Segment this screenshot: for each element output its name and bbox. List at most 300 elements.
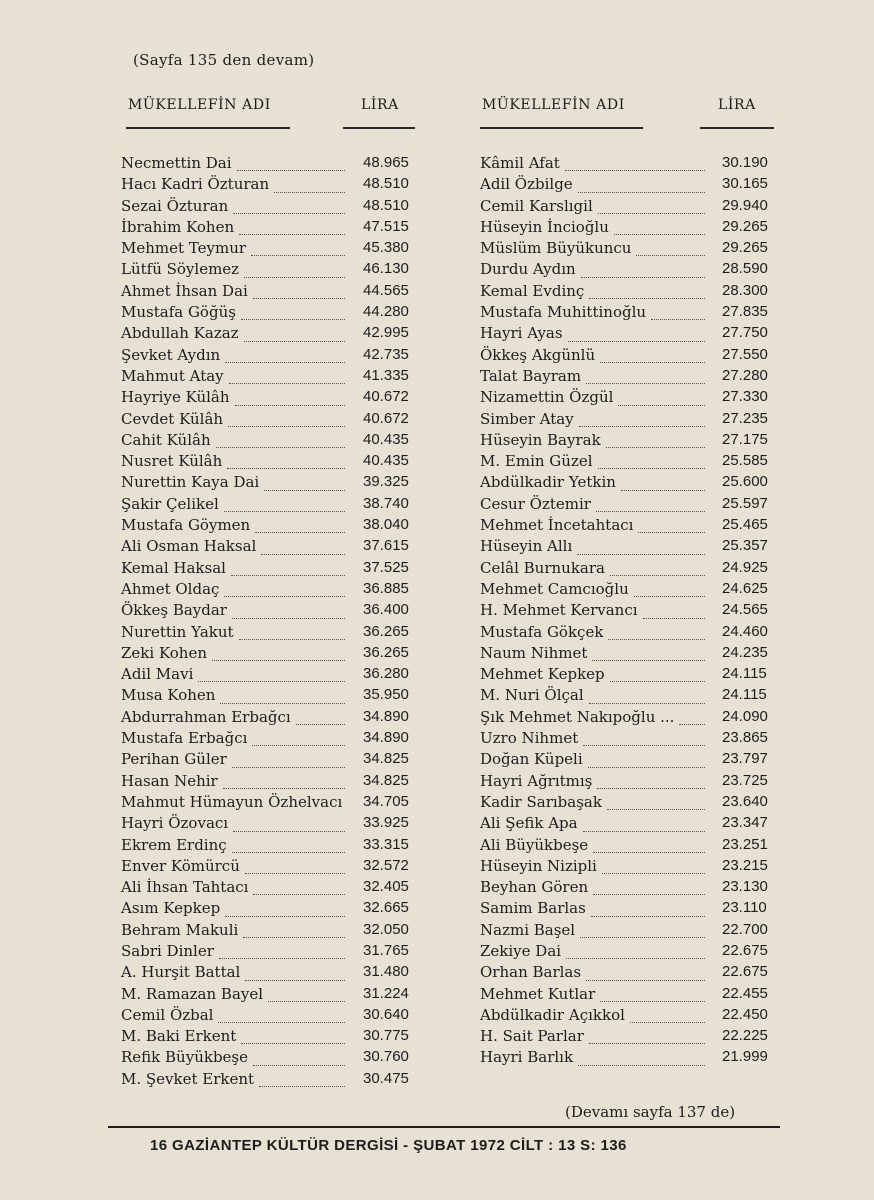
- amount-value: 22.450: [722, 1005, 768, 1023]
- footer-text: 16 GAZİANTEP KÜLTÜR DERGİSİ - ŞUBAT 1972 CİLT : 13 S: 136: [150, 1137, 627, 1154]
- list-item: [121, 623, 353, 644]
- list-item: [121, 367, 353, 388]
- left-column: [121, 154, 353, 1091]
- dot-leader: [630, 1022, 705, 1023]
- list-item: [121, 1027, 353, 1048]
- list-item: [121, 260, 353, 281]
- dot-leader: [198, 681, 345, 682]
- header-note: (Sayfa 135 den devam): [133, 51, 315, 69]
- dot-leader: [581, 277, 705, 278]
- taxpayer-name: Lütfü Söylemez: [121, 260, 240, 279]
- amount-value: 40.672: [363, 388, 409, 406]
- amount-value: 34.825: [363, 750, 409, 768]
- dot-leader: [228, 426, 345, 427]
- taxpayer-name: Mahmut Hümayun Özhelvacı: [121, 792, 343, 811]
- taxpayer-name: Mehmet Kutlar: [480, 984, 596, 1003]
- dot-leader: [580, 937, 705, 938]
- amount-value: 28.590: [722, 260, 768, 278]
- taxpayer-name: Nurettin Yakut: [121, 622, 234, 641]
- dot-leader: [261, 554, 345, 555]
- dot-leader: [606, 447, 705, 448]
- taxpayer-name: Ali Büyükbeşe: [480, 835, 589, 854]
- amount-value: 48.510: [363, 196, 409, 214]
- dot-leader: [586, 980, 705, 981]
- taxpayer-name: Abdülkadir Açıkkol: [480, 1005, 625, 1024]
- dot-leader: [566, 958, 705, 959]
- taxpayer-name: Hayriye Külâh: [121, 388, 230, 407]
- taxpayer-name: Şakir Çelikel: [121, 494, 219, 513]
- dot-leader: [241, 1043, 345, 1044]
- list-item: [121, 793, 353, 814]
- taxpayer-name: Adil Özbilge: [480, 175, 573, 194]
- dot-leader: [255, 532, 345, 533]
- taxpayer-name: Perihan Güler: [121, 750, 227, 769]
- dot-leader: [231, 575, 345, 576]
- amount-value: 21.999: [722, 1048, 768, 1066]
- amount-value: 33.315: [363, 835, 409, 853]
- list-item: [121, 516, 353, 537]
- dot-leader: [586, 383, 705, 384]
- amount-value: 44.280: [363, 303, 409, 321]
- taxpayer-name: Hüseyin Nizipli: [480, 856, 597, 875]
- list-item: [121, 175, 353, 196]
- taxpayer-name: Hayri Ayas: [480, 324, 563, 343]
- footer-rule: [108, 1126, 780, 1128]
- amount-value: 37.525: [363, 558, 409, 576]
- taxpayer-name: Mehmet İncetahtacı: [480, 516, 634, 535]
- amount-value: 36.280: [363, 665, 409, 683]
- taxpayer-name: Uzro Nihmet: [480, 729, 579, 748]
- taxpayer-name: M. Emin Güzel: [480, 452, 593, 471]
- amount-value: 23.130: [722, 878, 768, 896]
- list-item: [480, 218, 713, 239]
- list-item: [480, 452, 713, 473]
- taxpayer-name: Necmettin Dai: [121, 154, 232, 172]
- amount-value: 30.760: [363, 1048, 409, 1066]
- taxpayer-name: Orhan Barlas: [480, 963, 582, 982]
- dot-leader: [610, 681, 705, 682]
- dot-leader: [252, 745, 345, 746]
- list-item: [480, 303, 713, 324]
- amount-value: 39.325: [363, 473, 409, 491]
- list-item: [121, 1070, 353, 1091]
- list-item: [480, 793, 713, 814]
- taxpayer-name: Şevket Aydın: [121, 345, 221, 364]
- dot-leader: [224, 511, 345, 512]
- taxpayer-name: Kemal Evdinç: [480, 281, 585, 300]
- taxpayer-name: Sezai Özturan: [121, 196, 229, 215]
- amount-value: 30.475: [363, 1069, 409, 1087]
- amount-value: 31.224: [363, 984, 409, 1002]
- dot-leader: [568, 341, 705, 342]
- amount-value: 48.510: [363, 175, 409, 193]
- list-item: [121, 218, 353, 239]
- taxpayer-name: Mehmet Camcıoğlu: [480, 579, 629, 598]
- dot-leader: [296, 724, 345, 725]
- taxpayer-name: Nazmi Başel: [480, 920, 576, 939]
- amount-value: 24.925: [722, 558, 768, 576]
- amount-value: 24.115: [722, 665, 767, 683]
- amount-value: 38.740: [363, 494, 409, 512]
- dot-leader: [235, 405, 345, 406]
- amount-value: 25.465: [722, 516, 768, 534]
- amount-value: 37.615: [363, 537, 409, 555]
- taxpayer-name: Mustafa Muhittinoğlu: [480, 303, 647, 322]
- list-item: [121, 580, 353, 601]
- list-item: [121, 495, 353, 516]
- list-item: [121, 814, 353, 835]
- list-item: [480, 878, 713, 899]
- dot-leader: [245, 980, 345, 981]
- taxpayer-name: Mustafa Göğüş: [121, 303, 236, 322]
- amount-value: 30.640: [363, 1005, 409, 1023]
- taxpayer-name: A. Hurşit Battal: [121, 963, 241, 982]
- dot-leader: [589, 703, 705, 704]
- list-item: [480, 197, 713, 218]
- amount-value: 23.865: [722, 729, 768, 747]
- amount-value: 45.380: [363, 239, 409, 257]
- right-amounts: [722, 154, 792, 1070]
- taxpayer-name: Ahmet İhsan Dai: [121, 281, 248, 300]
- amount-value: 40.435: [363, 430, 409, 448]
- amount-value: 22.455: [722, 984, 768, 1002]
- amount-value: 31.765: [363, 941, 409, 959]
- dot-leader: [245, 873, 345, 874]
- list-item: [480, 942, 713, 963]
- amount-value: 23.251: [722, 835, 768, 853]
- list-item: [480, 175, 713, 196]
- amount-value: 31.480: [363, 963, 409, 981]
- amount-value: 23.725: [722, 771, 768, 789]
- taxpayer-name: Mustafa Erbağcı: [121, 729, 248, 748]
- list-item: [121, 197, 353, 218]
- list-item: [121, 303, 353, 324]
- list-item: [480, 750, 713, 771]
- list-item: [480, 644, 713, 665]
- taxpayer-name: Celâl Burnukara: [480, 558, 605, 577]
- list-item: [480, 985, 713, 1006]
- amount-value: 27.750: [722, 324, 768, 342]
- dot-leader: [253, 1065, 345, 1066]
- dot-leader: [589, 1043, 705, 1044]
- left-name-header: MÜKELLEFİN ADI: [128, 97, 271, 113]
- list-item: [480, 537, 713, 558]
- taxpayer-name: Zeki Kohen: [121, 643, 207, 662]
- dot-leader: [232, 618, 345, 619]
- amount-value: 41.335: [363, 366, 409, 384]
- taxpayer-name: Cevdet Külâh: [121, 409, 224, 428]
- list-item: [480, 708, 713, 729]
- list-item: [480, 473, 713, 494]
- dot-leader: [583, 831, 705, 832]
- dot-leader: [621, 490, 705, 491]
- list-item: [121, 899, 353, 920]
- dot-leader: [218, 1022, 345, 1023]
- amount-value: 36.885: [363, 579, 409, 597]
- right-column: [480, 154, 713, 1070]
- list-item: [480, 495, 713, 516]
- taxpayer-name: Cemil Özbal: [121, 1005, 214, 1024]
- dot-leader: [251, 255, 345, 256]
- dot-leader: [223, 788, 345, 789]
- dot-leader: [583, 745, 705, 746]
- dot-leader: [600, 362, 705, 363]
- dot-leader: [610, 575, 705, 576]
- list-item: [480, 431, 713, 452]
- dot-leader: [614, 234, 705, 235]
- taxpayer-name: Naum Nihmet: [480, 643, 588, 662]
- list-item: [121, 324, 353, 345]
- taxpayer-name: Behram Makuli: [121, 920, 239, 939]
- taxpayer-name: M. Baki Erkent: [121, 1027, 237, 1046]
- amount-value: 32.405: [363, 878, 409, 896]
- amount-value: 36.400: [363, 601, 409, 619]
- taxpayer-name: Hacı Kadri Özturan: [121, 175, 270, 194]
- list-item: [121, 431, 353, 452]
- taxpayer-name: Musa Kohen: [121, 686, 216, 705]
- amount-value: 23.640: [722, 792, 768, 810]
- amount-value: 27.550: [722, 345, 768, 363]
- list-item: [480, 601, 713, 622]
- amount-value: 32.572: [363, 856, 409, 874]
- taxpayer-name: Ekrem Erdinç: [121, 835, 227, 854]
- dot-leader: [220, 703, 345, 704]
- amount-value: 24.115: [722, 686, 767, 704]
- dot-leader: [591, 916, 705, 917]
- taxpayer-name: Ali İhsan Tahtacı: [121, 878, 249, 897]
- list-item: [480, 154, 713, 175]
- dot-leader: [634, 596, 705, 597]
- amount-value: 30.190: [722, 154, 768, 171]
- list-item: [121, 452, 353, 473]
- taxpayer-name: Abdurrahman Erbağcı: [121, 707, 291, 726]
- list-item: [121, 388, 353, 409]
- list-item: [121, 346, 353, 367]
- taxpayer-name: Mahmut Atay: [121, 366, 224, 385]
- taxpayer-name: Sabri Dinler: [121, 941, 214, 960]
- amount-value: 29.265: [722, 239, 768, 257]
- amount-value: 25.357: [722, 537, 768, 555]
- amount-value: 22.675: [722, 963, 768, 981]
- dot-leader: [579, 426, 705, 427]
- taxpayer-name: Nurettin Kaya Dai: [121, 473, 260, 492]
- list-item: [121, 921, 353, 942]
- list-item: [121, 559, 353, 580]
- amount-value: 23.797: [722, 750, 768, 768]
- list-item: [480, 623, 713, 644]
- list-item: [480, 665, 713, 686]
- amount-value: 27.330: [722, 388, 768, 406]
- list-item: [121, 154, 353, 175]
- list-item: [480, 857, 713, 878]
- list-item: [480, 899, 713, 920]
- dot-leader: [565, 170, 705, 171]
- taxpayer-name: Adil Mavi: [121, 665, 194, 684]
- list-item: [480, 346, 713, 367]
- dot-leader: [578, 1065, 705, 1066]
- amount-value: 35.950: [363, 686, 409, 704]
- taxpayer-name: Hayri Barlık: [480, 1048, 574, 1067]
- amount-value: 23.347: [722, 814, 768, 832]
- right-name-header: MÜKELLEFİN ADI: [482, 97, 625, 113]
- list-item: [121, 1006, 353, 1027]
- amount-value: 32.665: [363, 899, 409, 917]
- list-item: [480, 1048, 713, 1069]
- dot-leader: [596, 511, 705, 512]
- dot-leader: [253, 298, 345, 299]
- amount-value: 23.110: [722, 899, 767, 917]
- dot-leader: [243, 937, 345, 938]
- list-item: [480, 772, 713, 793]
- list-item: [480, 686, 713, 707]
- dot-leader: [608, 639, 705, 640]
- list-item: [121, 601, 353, 622]
- taxpayer-name: H. Sait Parlar: [480, 1027, 584, 1046]
- taxpayer-name: Durdu Aydın: [480, 260, 576, 279]
- amount-value: 42.735: [363, 345, 409, 363]
- list-item: [121, 282, 353, 303]
- taxpayer-name: Abdülkadir Yetkin: [480, 473, 616, 492]
- taxpayer-name: Refik Büyükbeşe: [121, 1048, 248, 1067]
- taxpayer-name: Cahit Külâh: [121, 430, 211, 449]
- dot-leader: [225, 362, 345, 363]
- taxpayer-name: Şık Mehmet Nakıpoğlu ...: [480, 707, 675, 726]
- amount-value: 44.565: [363, 281, 409, 299]
- taxpayer-name: Hasan Nehir: [121, 771, 218, 790]
- taxpayer-name: İbrahim Kohen: [121, 217, 235, 236]
- dot-leader: [577, 554, 705, 555]
- amount-value: 48.965: [363, 154, 409, 171]
- amount-value: 24.090: [722, 707, 768, 725]
- dot-leader: [643, 618, 705, 619]
- continuation-note: (Devamı sayfa 137 de): [565, 1103, 736, 1121]
- dot-leader: [588, 767, 705, 768]
- taxpayer-name: Kemal Haksal: [121, 558, 226, 577]
- list-item: [480, 367, 713, 388]
- dot-leader: [589, 298, 705, 299]
- dot-leader: [229, 383, 345, 384]
- amount-value: 25.597: [722, 494, 768, 512]
- amount-value: 22.225: [722, 1027, 768, 1045]
- taxpayer-name: Mehmet Teymur: [121, 239, 247, 258]
- dot-leader: [232, 852, 345, 853]
- amount-value: 33.925: [363, 814, 409, 832]
- dot-leader: [233, 831, 345, 832]
- amount-value: 24.625: [722, 579, 768, 597]
- dot-leader: [264, 490, 345, 491]
- amount-value: 23.215: [722, 856, 768, 874]
- list-item: [121, 708, 353, 729]
- dot-leader: [216, 447, 345, 448]
- list-item: [121, 772, 353, 793]
- taxpayer-name: Asım Kepkep: [121, 899, 221, 918]
- list-item: [480, 729, 713, 750]
- list-item: [480, 580, 713, 601]
- dot-leader: [636, 255, 705, 256]
- dot-leader: [600, 1001, 705, 1002]
- dot-leader: [598, 468, 705, 469]
- list-item: [480, 1027, 713, 1048]
- dot-leader: [227, 468, 345, 469]
- taxpayer-name: Hayri Özovacı: [121, 814, 229, 833]
- amount-value: 28.300: [722, 281, 768, 299]
- list-item: [121, 942, 353, 963]
- taxpayer-name: Cemil Karslıgil: [480, 196, 593, 215]
- list-item: [480, 921, 713, 942]
- taxpayer-name: Abdullah Kazaz: [121, 324, 239, 343]
- taxpayer-name: Talat Bayram: [480, 366, 582, 385]
- taxpayer-name: Enver Kömürcü: [121, 856, 240, 875]
- taxpayer-name: Mustafa Göymen: [121, 516, 251, 535]
- list-item: [121, 963, 353, 984]
- amount-value: 30.775: [363, 1027, 409, 1045]
- taxpayer-name: Ali Şefik Apa: [480, 814, 578, 833]
- list-item: [480, 963, 713, 984]
- left-name-rule: [126, 127, 290, 129]
- right-amount-header: LİRA: [718, 97, 756, 113]
- list-item: [121, 985, 353, 1006]
- dot-leader: [593, 894, 705, 895]
- amount-value: 25.585: [722, 452, 768, 470]
- dot-leader: [274, 192, 345, 193]
- dot-leader: [237, 170, 345, 171]
- amount-value: 27.835: [722, 303, 768, 321]
- list-item: [121, 665, 353, 686]
- taxpayer-name: Müslüm Büyükuncu: [480, 239, 632, 258]
- amount-value: 40.435: [363, 452, 409, 470]
- dot-leader: [618, 405, 705, 406]
- dot-leader: [638, 532, 705, 533]
- list-item: [480, 282, 713, 303]
- taxpayer-name: Hüseyin Allı: [480, 537, 573, 556]
- list-item: [480, 814, 713, 835]
- list-item: [480, 260, 713, 281]
- taxpayer-name: Hüseyin Bayrak: [480, 430, 601, 449]
- dot-leader: [598, 213, 705, 214]
- dot-leader: [602, 873, 705, 874]
- dot-leader: [592, 660, 705, 661]
- taxpayer-name: Samim Barlas: [480, 899, 586, 918]
- taxpayer-name: Hüseyin İncioğlu: [480, 217, 609, 236]
- left-amounts: [363, 154, 433, 1091]
- dot-leader: [239, 639, 345, 640]
- list-item: [121, 537, 353, 558]
- dot-leader: [224, 596, 345, 597]
- list-item: [121, 410, 353, 431]
- list-item: [121, 729, 353, 750]
- taxpayer-name: Ökkeş Baydar: [121, 601, 227, 620]
- amount-value: 24.565: [722, 601, 768, 619]
- list-item: [121, 239, 353, 260]
- list-item: [121, 686, 353, 707]
- amount-value: 34.825: [363, 771, 409, 789]
- taxpayer-name: Mustafa Gökçek: [480, 622, 604, 641]
- dot-leader: [259, 1086, 345, 1087]
- amount-value: 27.280: [722, 366, 768, 384]
- left-amount-header: LİRA: [361, 97, 399, 113]
- left-amount-rule: [343, 127, 415, 129]
- list-item: [121, 644, 353, 665]
- amount-value: 40.672: [363, 409, 409, 427]
- taxpayer-name: Cesur Öztemir: [480, 494, 591, 513]
- right-amount-rule: [700, 127, 774, 129]
- taxpayer-name: Kadir Sarıbaşak: [480, 792, 602, 811]
- taxpayer-name: M. Ramazan Bayel: [121, 984, 264, 1003]
- amount-value: 30.165: [722, 175, 768, 193]
- dot-leader: [593, 852, 705, 853]
- list-item: [480, 516, 713, 537]
- amount-value: 22.700: [722, 920, 768, 938]
